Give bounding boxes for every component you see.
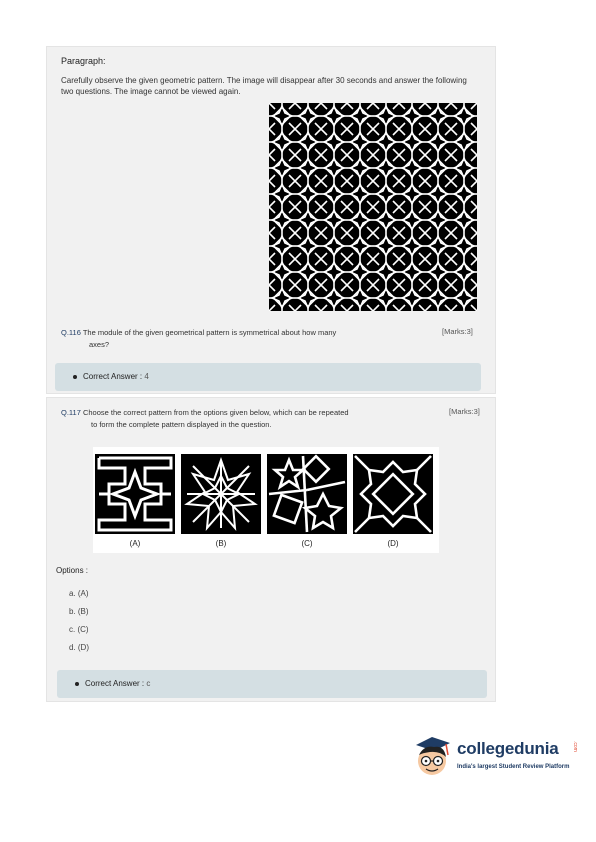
figure-label-c: (C)	[301, 539, 313, 548]
option-d: d. (D)	[69, 643, 89, 652]
option-figure-d	[353, 454, 433, 534]
options-title: Options :	[56, 566, 89, 575]
figure-label-a: (A)	[129, 539, 141, 548]
option-figure-a	[95, 454, 175, 534]
option-a: a. (A)	[69, 589, 89, 598]
question-text-117-line2: to form the complete pattern displayed in the question.	[91, 420, 272, 429]
question-text-117: Q.117 Choose the correct pattern from the options given below, which can be repeated	[61, 408, 349, 417]
mascot-icon	[410, 733, 454, 781]
bullet-icon	[73, 375, 77, 379]
figure-label-d: (D)	[387, 539, 399, 548]
paragraph-heading: Paragraph:	[61, 56, 106, 66]
brand-tagline: India's largest Student Review Platform	[457, 764, 570, 770]
question-text-116: Q.116 The module of the given geometrical pattern is symmetrical about how many	[61, 328, 337, 337]
geometric-pattern-image	[269, 103, 477, 311]
question-text-116-line2: axes?	[89, 340, 110, 349]
option-figure-b	[181, 454, 261, 534]
option-c: c. (C)	[69, 625, 89, 634]
question-number-117: Q.117	[61, 408, 81, 417]
answer-value-117: c	[146, 679, 151, 688]
collegedunia-logo	[410, 733, 580, 783]
option-figure-c	[267, 454, 347, 534]
figure-label-b: (B)	[215, 539, 227, 548]
option-figures	[93, 447, 439, 553]
question-number-116: Q.116	[61, 328, 81, 337]
brand-name: collegedunia	[457, 739, 559, 758]
paragraph-text: Carefully observe the given geometric pattern. The image will disappear after 30 seconds and answer the following two questions. The image cannot be viewed again.	[61, 76, 467, 96]
marks-117: [Marks:3]	[449, 407, 480, 416]
correct-answer-116: Correct Answer : 4	[55, 363, 481, 391]
bullet-icon	[75, 682, 79, 686]
option-b: b. (B)	[69, 607, 89, 616]
brand-suffix: .com	[572, 741, 578, 752]
correct-answer-117: Correct Answer : c	[57, 670, 487, 698]
marks-116: [Marks:3]	[442, 327, 473, 336]
question-card-117	[46, 397, 496, 702]
answer-value-116: 4	[144, 372, 149, 381]
question-card-116	[46, 46, 496, 394]
